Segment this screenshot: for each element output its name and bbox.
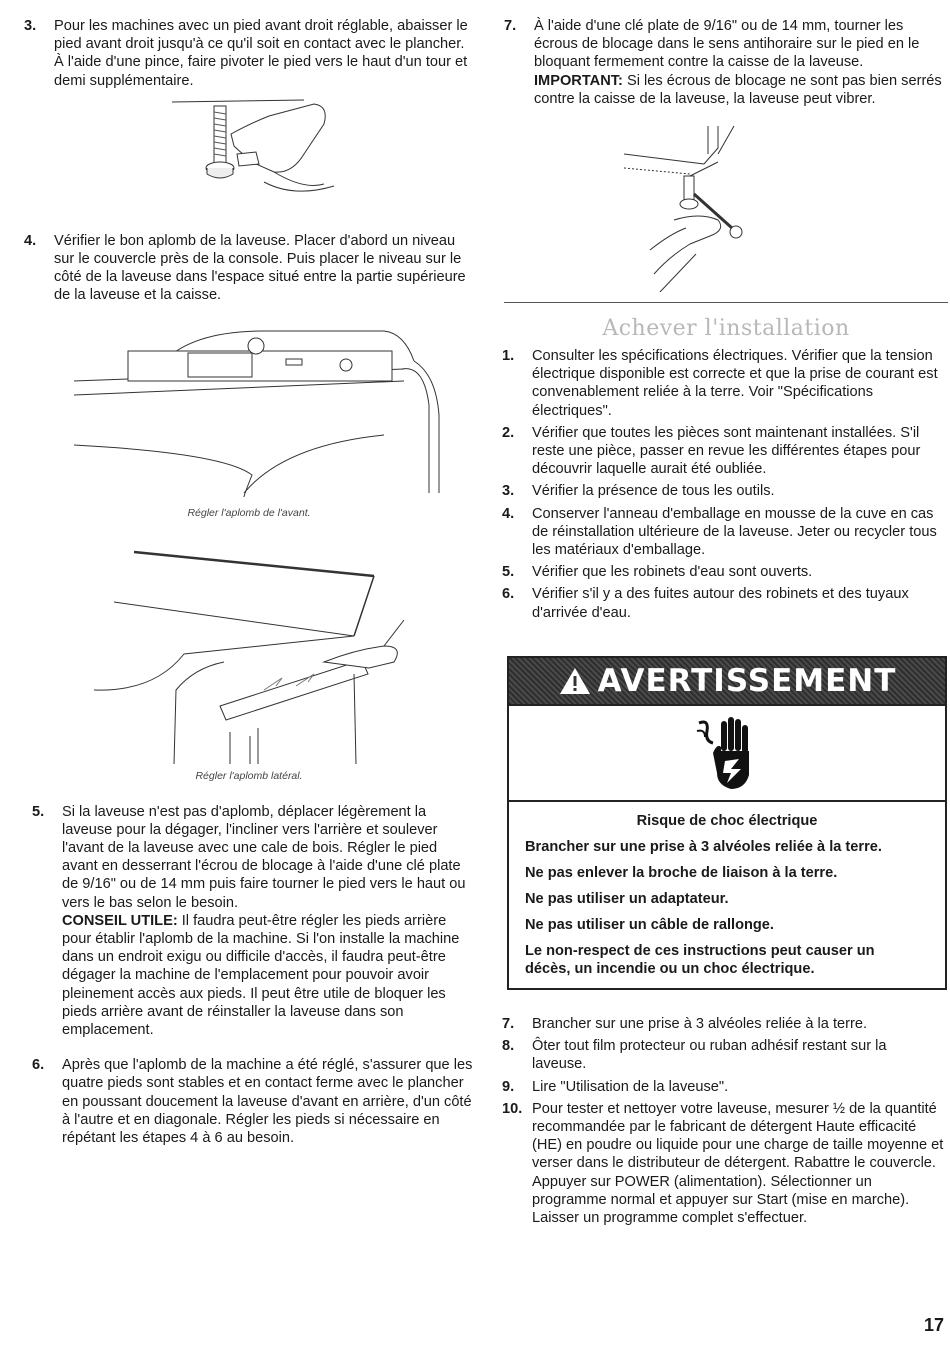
step-number: 4. <box>24 232 37 249</box>
step-3 <box>24 17 474 90</box>
section-title: Achever l'installation <box>602 316 850 342</box>
warning-body <box>509 802 945 978</box>
caption-side-level: Régler l'aplomb latéral. <box>195 769 303 782</box>
foot-pliers-illustration <box>24 94 474 216</box>
final-step-7 <box>502 1015 948 1033</box>
step-text: Pour les machines avec un pied avant droit réglable, abaisser le pied avant droit jusqu'à ce qu'il soit en contact avec le plancher. À l'aide d'une pince, faire pivoter le pied vers le haut d'un tour et demi supplémentaire. <box>54 18 468 89</box>
figure-wrench <box>504 124 948 292</box>
step-number: 3. <box>502 483 515 500</box>
warning-header <box>509 658 945 706</box>
figure-side-level <box>24 550 474 768</box>
finish-step-5 <box>502 563 948 581</box>
step-number: 5. <box>502 564 515 581</box>
step-text: Après que l'aplomb de la machine a été réglé, s'assurer que les quatre pieds sont stables et en contact ferme avec le plancher en poussant doucement la laveuse d'avant en arrière, d'un côté à l'autre et en diagonale. Régler les pieds si nécessaire en répétant les étapes 4 à 6 au besoin. <box>62 1057 473 1147</box>
wrench-illustration <box>504 124 948 292</box>
warning-risk: Risque de choc électrique <box>636 813 818 829</box>
step-number: 7. <box>504 18 517 34</box>
warning-line: Ne pas utiliser un câble de rallonge. <box>525 917 774 934</box>
caption-front-level: Régler l'aplomb de l'avant. <box>187 506 311 519</box>
page-number: 17 <box>923 1315 944 1335</box>
step-text: À l'aide d'une clé plate de 9/16" ou de 14 mm, tourner les écrous de blocage dans le sens antihoraire sur le pied en le bloquant fermement contre la caisse de la laveuse. <box>534 18 920 71</box>
important-label: IMPORTANT: <box>534 72 623 89</box>
step-number: 6. <box>502 586 515 603</box>
step-text: Brancher sur une prise à 3 alvéoles reliée à la terre. <box>532 1016 868 1032</box>
step-number: 2. <box>502 424 515 441</box>
tip-text: Il faudra peut-être régler les pieds arrière pour établir l'aplomb de la machine. Si l'on installe la machine dans un endroit exigu ou difficile d'accès, il faudra peut-être dégager la machine de l'emplacement pour pouvoir avoir pleinement accès aux pieds. Il peut être utile de bloquer les pieds arrière avant de réinstaller la laveuse dans son emplacement. <box>62 912 460 1039</box>
left-column <box>24 17 474 1147</box>
front-level-illustration <box>24 325 474 505</box>
finish-steps-list <box>504 347 948 622</box>
finish-step-4 <box>502 505 948 560</box>
step-text: Consulter les spécifications électriques. Vérifier que la tension électrique disponible est correcte et que la prise de courant est convenablement reliée à la terre. Voir "Spécifications électriques". <box>532 348 938 419</box>
finish-step-1 <box>502 347 948 420</box>
step-text: Pour tester et nettoyer votre laveuse, mesurer ½ de la quantité recommandée par le fabricant de détergent Haute efficacité (HE) en poudre ou liquide pour une charge de taille moyenne et verser dans le distributeur de détergent. Rabattre le couvercle. Appuyer sur POWER (alimentation). Sélectionner un programme normal et appuyer sur Start (mise en marche). Laisser un programme complet s'effectuer. <box>532 1100 944 1227</box>
step-number: 10. <box>502 1100 523 1117</box>
step-text: Vérifier la présence de tous les outils. <box>532 483 775 500</box>
step-text: Vérifier le bon aplomb de la laveuse. Placer d'abord un niveau sur le couvercle près de la console. Puis placer le niveau sur le côté de la laveuse dans l'espace situé entre la partie supérieure de la laveuse et la caisse. <box>54 232 466 304</box>
warning-line: Ne pas enlever la broche de liaison à la terre. <box>525 865 838 882</box>
step-number: 7. <box>502 1016 515 1032</box>
warning-line: Le non-respect de ces instructions peut causer un décès, un incendie ou un choc électrique. <box>525 943 875 978</box>
step-7 <box>504 17 948 108</box>
final-step-9 <box>502 1078 948 1096</box>
step-text: Si la laveuse n'est pas d'aplomb, déplacer légèrement la laveuse pour la dégager, l'incliner vers l'arrière et soulever l'avant de la laveuse avec une cale de bois. Régler le pied avant en desserrant l'écrou de blocage à l'aide d'une clé plate de 9/16" ou de 14 mm puis faire tourner le pied vers le haut ou vers le bas selon le besoin. <box>62 803 466 911</box>
final-step-8 <box>502 1037 948 1073</box>
step-text: Lire "Utilisation de la laveuse". <box>532 1078 729 1095</box>
electric-shock-hand-icon <box>695 713 759 793</box>
final-steps-list <box>502 1015 948 1227</box>
step-number: 1. <box>502 348 515 365</box>
step-number: 3. <box>24 18 37 34</box>
step-5 <box>32 803 474 1040</box>
step-4 <box>24 232 474 305</box>
step-text: Conserver l'anneau d'emballage en mousse de la cuve en cas de réinstallation ultérieure de la laveuse. Jeter ou recycler tous les matériaux d'emballage. <box>532 505 937 559</box>
step-number: 6. <box>32 1057 45 1074</box>
section-divider <box>504 302 948 303</box>
tip-label: CONSEIL UTILE: <box>62 912 178 929</box>
warning-triangle-icon <box>558 666 592 696</box>
step-text: Vérifier que toutes les pièces sont maintenant installées. S'il reste une pièce, passer en revue les différentes étapes pour découvrir laquelle aurait été oubliée. <box>532 424 921 478</box>
warning-line: Brancher sur une prise à 3 alvéoles reliée à la terre. <box>525 839 882 856</box>
right-column <box>504 17 948 622</box>
step-text: Ôter tout film protecteur ou ruban adhésif restant sur la laveuse. <box>532 1038 887 1073</box>
step-text: Vérifier s'il y a des fuites autour des robinets et des tuyaux d'arrivée d'eau. <box>532 586 909 621</box>
figure-foot-pliers <box>24 94 474 216</box>
step-number: 5. <box>32 803 45 820</box>
warning-line: Ne pas utiliser un adaptateur. <box>525 891 729 908</box>
warning-icon-row <box>509 706 945 802</box>
finish-step-3 <box>502 482 948 500</box>
warning-box <box>507 656 947 990</box>
step-number: 8. <box>502 1038 515 1055</box>
step-text: Vérifier que les robinets d'eau sont ouverts. <box>532 564 813 581</box>
figure-front-level <box>24 325 474 505</box>
finish-step-6 <box>502 585 948 621</box>
step-number: 4. <box>502 505 515 522</box>
final-step-10 <box>502 1100 948 1227</box>
side-level-illustration <box>24 550 474 768</box>
step-number: 9. <box>502 1078 515 1095</box>
finish-step-2 <box>502 424 948 479</box>
important-text: Si les écrous de blocage ne sont pas bien serrés contre la caisse de la laveuse, la laveuse peut vibrer. <box>534 72 942 107</box>
warning-title: AVERTISSEMENT <box>597 662 897 699</box>
step-6 <box>32 1056 474 1147</box>
